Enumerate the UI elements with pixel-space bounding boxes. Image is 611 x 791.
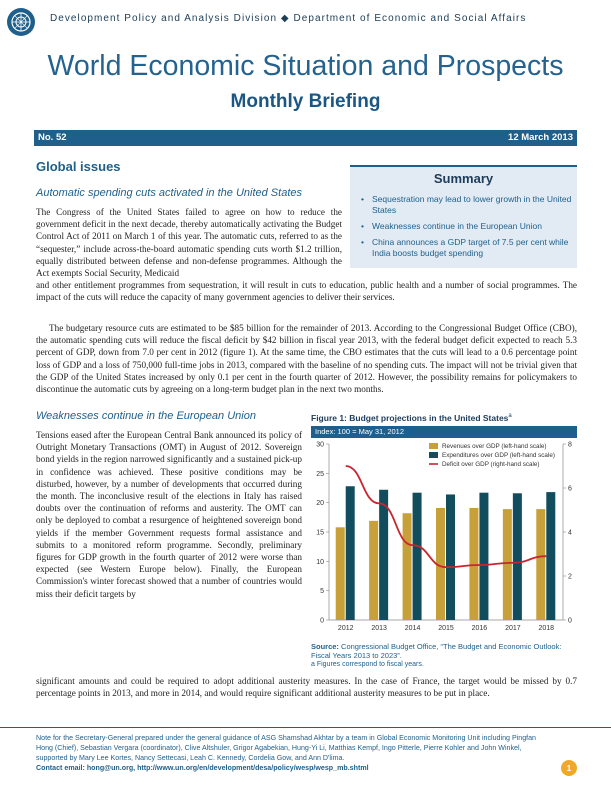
right-tick-label: 0 bbox=[568, 617, 572, 625]
issue-number: No. 52 bbox=[38, 132, 67, 143]
summary-box bbox=[350, 165, 577, 268]
bar-expenditures bbox=[379, 490, 388, 620]
subheading-automatic-cuts: Automatic spending cuts activated in the United States bbox=[36, 187, 302, 199]
bar-expenditures bbox=[413, 493, 422, 620]
left-tick-label: 15 bbox=[316, 529, 324, 537]
report-subtitle: Monthly Briefing bbox=[230, 91, 381, 112]
paragraph: The Congress of the United States failed to agree on how to reduce the government deficit in the next decade, thereby automatically activating the Budget Control Act of 2011 on March 1 of this year. The automatic cuts, referred to as the “sequester,” include across-the-board automatic spending cuts worth $1.2 trillion, equally distributed between defense and non-defense programmes. Although the Act exempts Social Security, Medicaid bbox=[36, 207, 342, 279]
x-tick-label: 2013 bbox=[371, 625, 387, 632]
summary-item: • China announces a GDP target of 7.5 per cent while India boosts budget spending bbox=[372, 237, 572, 259]
bar-expenditures bbox=[346, 486, 355, 620]
page-number: 1 bbox=[561, 760, 577, 776]
right-tick-label: 6 bbox=[568, 485, 572, 493]
department-line: Development Policy and Analysis Division ◆ Department of Economic and Social Affairs bbox=[50, 13, 527, 24]
summary-title: Summary bbox=[433, 171, 494, 186]
right-tick-label: 2 bbox=[568, 573, 572, 581]
left-tick-label: 25 bbox=[316, 470, 324, 478]
x-tick-label: 2012 bbox=[337, 625, 354, 632]
paragraph: significant amounts and could be required to adopt additional austerity measures. In the case of France, the target would be missed by 0.7 percentage points in 2013, and more in 2014, and would require significant additional austerity measures to be put in place. bbox=[36, 676, 577, 699]
paragraph: Tensions eased after the European Central Bank announced its policy of Outright Monetary Transactions (OMT) in August of 2012. Sovereign bond yields in the region narrowed significantly and a sustained pick-up in confidence was achieved. These positive conditions may be disturbed, however, by a number of developments that occurred during the month. The inconclusive result of the elections in Italy has raised doubts over the continuation of reforms and austerity. The OMT can only be deployed to combat a resurgence of heightened sovereign bond yields if the member Government requests formal assistance and submits to a monitored reform programme. Secondly, preliminary figures for GDP growth in the fourth quarter of 2012 were worse than expected (see Western Europe below). Finally, the European Commission's winter forecast showed that a number of countries would miss their deficit targets by bbox=[36, 430, 302, 599]
figure-subtitle: Index: 100 = May 31, 2012 bbox=[315, 427, 405, 436]
budget-chart bbox=[311, 438, 577, 638]
bar-revenues bbox=[469, 508, 478, 620]
left-tick-label: 0 bbox=[320, 617, 324, 625]
right-tick-label: 8 bbox=[568, 441, 572, 449]
footer-rule bbox=[0, 727, 611, 728]
bar-expenditures bbox=[479, 493, 488, 620]
x-tick-label: 2014 bbox=[404, 625, 421, 632]
bar-revenues bbox=[503, 509, 512, 620]
bar-revenues bbox=[369, 521, 378, 620]
figure-subtitle-bar bbox=[311, 426, 577, 438]
un-emblem-logo bbox=[6, 7, 36, 37]
right-tick-label: 4 bbox=[568, 529, 572, 537]
summary-item: • Weaknesses continue in the European Union bbox=[372, 221, 572, 232]
legend-swatch bbox=[429, 452, 438, 458]
footer-note bbox=[36, 733, 546, 773]
legend-label: Deficit over GDP (right-hand scale) bbox=[442, 461, 540, 468]
report-title: World Economic Situation and Prospects bbox=[47, 50, 564, 82]
bar-expenditures bbox=[513, 493, 522, 620]
bar-revenues bbox=[403, 513, 412, 620]
paragraph: and other entitlement programmes from sequestration, it will result in cuts to education, public health and a number of social programmes. The impact of the cuts will reduce the capacity of many government agencies to deliver their services. bbox=[36, 280, 577, 303]
bar-revenues bbox=[336, 527, 345, 620]
figure-source-label: Source: bbox=[311, 642, 339, 651]
figure-title-mark: a bbox=[508, 413, 512, 419]
left-tick-label: 5 bbox=[320, 588, 324, 596]
subheading-european-union: Weaknesses continue in the European Union bbox=[36, 410, 256, 422]
figure-title bbox=[311, 413, 512, 423]
left-tick-label: 30 bbox=[316, 441, 324, 449]
left-tick-label: 20 bbox=[316, 500, 324, 508]
summary-item: • Sequestration may lead to lower growth in the United States bbox=[372, 194, 572, 216]
bar-revenues bbox=[536, 509, 545, 620]
x-tick-label: 2018 bbox=[538, 625, 555, 632]
issue-bar bbox=[34, 130, 577, 146]
footer-text: Note for the Secretary-General prepared under the general guidance of ASG Shamshad Akhtar by a team in Global Economic Monitoring Unit including Pingfan Hong (Chief), Sebastian Vergara (coordinator), Clive Altshuler, Grigor Agabekian, Hung-Yi Li, Matthias Kempf, Ingo Pitterle, Pierre Kohler and John Winkel, supported by Mary Lee Kortes, Nancy Settecasi, Leah C. Kennedy, Cordelia Gow, and Ann D'lima. bbox=[36, 734, 537, 762]
bar-expenditures bbox=[446, 494, 455, 620]
x-tick-label: 2015 bbox=[438, 625, 454, 632]
x-tick-label: 2017 bbox=[505, 625, 521, 632]
figure-title-text: Figure 1: Budget projections in the United States bbox=[311, 413, 509, 423]
legend-label: Revenues over GDP (left-hand scale) bbox=[442, 443, 547, 450]
footer-contact: Contact email: hong@un.org, http://www.un.org/en/development/desa/policy/wesp/wesp_mb.shtml bbox=[36, 764, 369, 772]
legend-swatch bbox=[429, 443, 438, 449]
figure-source-text: Congressional Budget Office, “The Budget and Economic Outlook: Fiscal Years 2013 to 2023”. bbox=[311, 642, 562, 660]
section-heading-global-issues: Global issues bbox=[36, 159, 121, 174]
paragraph: The budgetary resource cuts are estimated to be $85 billion for the remainder of 2013. According to the Congressional Budget Office (CBO), the automatic spending cuts will reduce the fiscal deficit by $42 billion in fiscal year 2013, with the federal budget deficit expected to reach 5.3 percent of GDP, down from 7.0 per cent in 2012 (figure 1). At the same time, the CBO estimates that the cuts will lead to a 0.6 percentage point loss of GDP and a loss of 750,000 full-time jobs in 2013, compared with the baseline of no spending cuts. The impact will not be trivial given that the GDP of the United States increased by only 0.1 per cent in the fourth quarter of 2012. However, the possibility remains for policymakers to discontinue the automatic cuts by agreeing on a long-term budget plan in the next two months. bbox=[36, 323, 577, 395]
figure-note: a Figures correspond to fiscal years. bbox=[311, 661, 424, 668]
figure-source bbox=[311, 642, 577, 660]
x-tick-label: 2016 bbox=[471, 625, 488, 632]
summary-list bbox=[350, 194, 572, 264]
left-tick-label: 10 bbox=[316, 558, 324, 566]
bar-expenditures bbox=[546, 492, 555, 620]
issue-date: 12 March 2013 bbox=[508, 132, 573, 143]
legend-label: Expenditures over GDP (left-hand scale) bbox=[442, 452, 555, 459]
